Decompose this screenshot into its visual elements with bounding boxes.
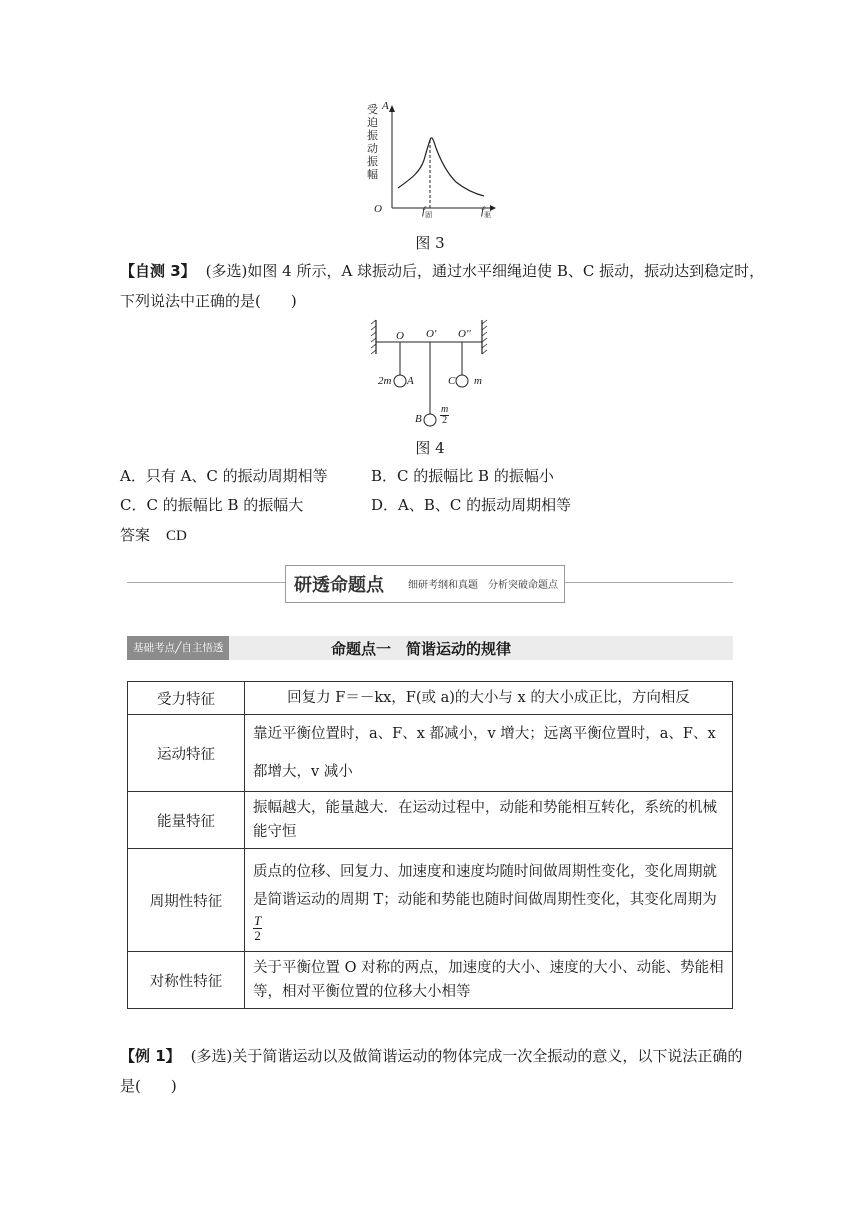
banner-rule-left: [127, 582, 285, 583]
table-content-cell: 靠近平衡位置时，a、F、x 都减小，v 增大；远离平衡位置时，a、F、x 都增大，v 减小: [245, 715, 733, 792]
table-content-cell: 质点的位移、回复力、加速度和速度均随时间做周期性变化，变化周期就是简谐运动的周期 T；动能和势能也随时间做周期性变化，其变化周期为 $\frac{T}{2}$: [245, 849, 733, 952]
table-head-cell: 对称性特征: [128, 952, 245, 1009]
table-head-cell: 能量特征: [128, 792, 245, 849]
banner-rule-right: [563, 582, 733, 583]
section-title: 命题点一 简谐运动的规律: [331, 640, 512, 658]
origin-label: O: [374, 203, 382, 215]
banner-subtitle: 细研考纲和真题 分析突破命题点: [408, 580, 558, 591]
ball-c-label: C: [448, 375, 456, 387]
mass-a-label: 2m: [378, 375, 392, 387]
y-axis-symbol: A: [382, 100, 389, 112]
table-row: [128, 952, 733, 1009]
ball-a: [394, 375, 406, 387]
point-o-double-prime-label: O′′: [458, 328, 471, 340]
option-a: A．只有 A、C 的振动周期相等: [120, 467, 328, 485]
example-tag: 【例 1】: [120, 1047, 181, 1065]
example-1-line-1: 【例 1】 (多选)关于简谐运动以及做简谐运动的物体完成一次全振动的意义，以下说法正确的: [120, 1047, 743, 1065]
y-axis-arrow: [389, 105, 395, 112]
resonance-curve: [398, 138, 484, 196]
y-axis-label: 受迫振动振幅: [367, 103, 378, 181]
ball-b: [424, 414, 436, 426]
table-head-cell: 运动特征: [128, 715, 245, 792]
answer-line: [120, 524, 187, 547]
option-b: B．C 的振幅比 B 的振幅小: [371, 467, 554, 485]
table-head-cell: 周期性特征: [128, 849, 245, 952]
answer-value: CD: [166, 528, 187, 544]
mass-c-label: m: [474, 375, 482, 387]
table-content-cell: 振幅越大，能量越大．在运动过程中，动能和势能相互转化，系统的机械能守恒: [245, 792, 733, 849]
example-1-line-2: 是( ): [120, 1077, 177, 1095]
point-o-prime-label: O′: [426, 328, 437, 340]
ball-c: [456, 375, 468, 387]
table-row: [128, 715, 733, 792]
question-3-line-2: 下列说法中正确的是( ): [120, 292, 297, 310]
fraction-t-over-2: $\frac{T}{2}$: [254, 912, 262, 943]
question-3-line-1: 【自测 3】 (多选)如图 4 所示，A 球振动后，通过水平细绳迫使 B、C 振动，振动达到稳定时，: [120, 262, 765, 280]
option-c: C．C 的振幅比 B 的振幅大: [120, 496, 304, 514]
mass-b-label: m 2: [441, 404, 449, 426]
question-tag: 【自测 3】: [120, 262, 196, 280]
ball-a-label: A: [407, 375, 414, 387]
figure-4-caption: 图 4: [415, 439, 445, 457]
table-row: [128, 682, 733, 715]
x-tick-label: $f_固$: [422, 205, 433, 220]
x-axis-label: $f_驱$: [481, 205, 492, 220]
table-row: [128, 792, 733, 849]
answer-label: 答案: [120, 526, 151, 544]
section-tag: 基础考点╱自主悟透: [127, 636, 229, 660]
point-o-label: O: [396, 330, 404, 342]
section-header: [127, 636, 733, 660]
banner-title: 研透命题点: [294, 575, 384, 596]
characteristics-table: [127, 681, 733, 1009]
figure-3-caption: 图 3: [415, 234, 445, 252]
table-content-cell: 关于平衡位置 O 对称的两点，加速度的大小、速度的大小、动能、势能相等，相对平衡位置的位移大小相等: [245, 952, 733, 1009]
table-content-cell: 回复力 F＝－kx，F(或 a)的大小与 x 的大小成正比，方向相反: [245, 682, 733, 715]
banner: [285, 565, 565, 603]
ball-b-label: B: [415, 413, 422, 425]
option-d: D．A、B、C 的振动周期相等: [371, 496, 572, 514]
table-row: [128, 849, 733, 952]
table-head-cell: 受力特征: [128, 682, 245, 715]
